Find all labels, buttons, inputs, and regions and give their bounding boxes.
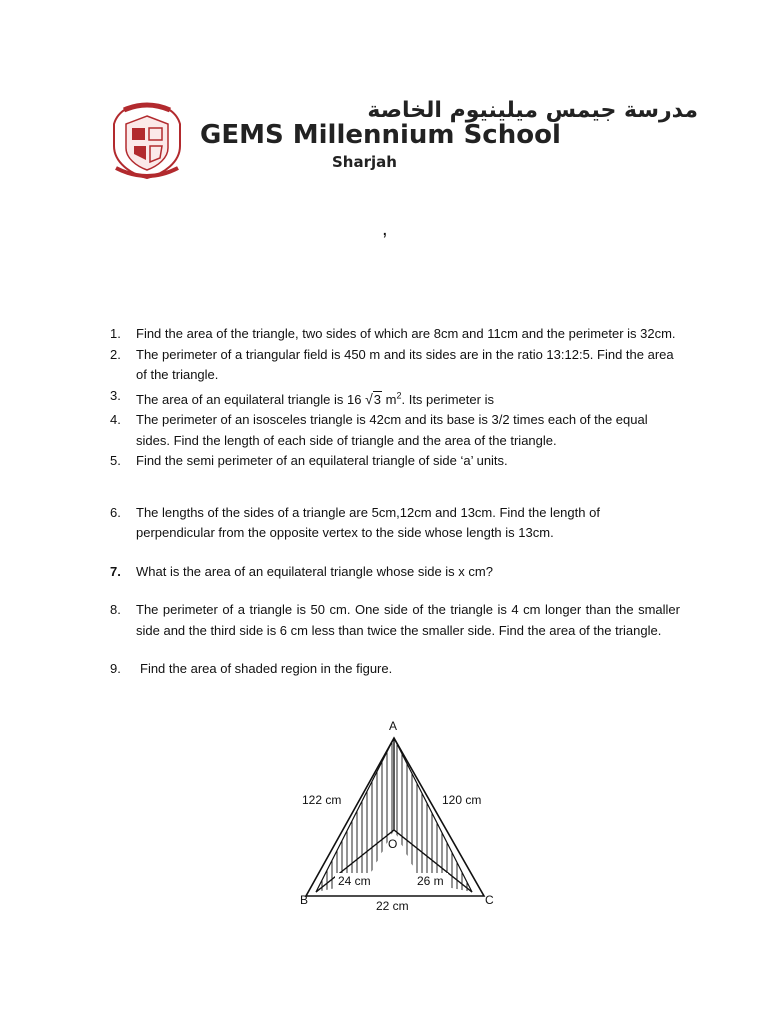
school-name-arabic: مدرسة جيمس ميلينيوم الخاصة: [367, 98, 698, 123]
question-item: [110, 600, 680, 641]
question-number: 9.: [110, 661, 121, 677]
question-text: Find the area of shaded region in the figure.: [140, 661, 393, 677]
question-text: The perimeter of an isosceles triangle is 42cm and its base is 3/2 times each of the equal sides. Find the length of each side of triangle and the area of the triangle.: [136, 412, 648, 448]
question-item: [110, 659, 680, 680]
vertex-a-label: A: [389, 719, 398, 733]
question-number: 8.: [110, 602, 121, 618]
question-item: [110, 503, 680, 544]
question-text: What is the area of an equilateral triangle whose side is x cm?: [136, 563, 493, 579]
question-item: [110, 410, 680, 451]
question-number: 7.: [110, 563, 121, 579]
vertex-o-label: O: [388, 837, 398, 851]
question-number: 5.: [110, 453, 121, 469]
square-root: √3: [365, 390, 382, 407]
question-text: The lengths of the sides of a triangle are 5cm,12cm and 13cm. Find the length of perpendicular from the opposite vertex to the side whose length is 13cm.: [136, 504, 600, 541]
side-bc-label: 22 cm: [376, 899, 409, 913]
question-item: [110, 345, 680, 386]
school-city: Sharjah: [332, 153, 397, 171]
school-header: [110, 98, 710, 188]
segment-oc-label: 26 m: [417, 874, 444, 888]
segment-ob-label: 24 cm: [338, 874, 371, 888]
question-text: Find the area of the triangle, two sides of which are 8cm and 11cm and the perimeter is 32cm.: [136, 326, 676, 341]
stray-comma: ,: [382, 218, 388, 240]
question-item: [110, 562, 680, 583]
vertex-c-label: C: [485, 893, 494, 907]
question-item: [110, 324, 680, 345]
school-name: GEMS Millennium School: [200, 120, 561, 150]
question-text: Find the semi perimeter of an equilateral triangle of side ‘a’ units.: [136, 453, 508, 469]
inner-lines: [316, 738, 472, 892]
question-list: [110, 324, 680, 680]
question-number: 3.: [110, 387, 121, 403]
school-crest-logo: [110, 102, 184, 180]
question-item: [110, 386, 680, 411]
question-number: 2.: [110, 346, 121, 362]
question-text: The perimeter of a triangle is 50 cm. One side of the triangle is 4 cm longer than the smaller side and the third side is 6 cm less than twice the smaller side. Find the area of the triangle.: [136, 602, 680, 638]
question-number: 6.: [110, 504, 121, 520]
vertex-b-label: B: [300, 893, 309, 907]
question-number: 1.: [110, 326, 121, 341]
question-text: The perimeter of a triangular field is 450 m and its sides are in the ratio 13:12:5. Find the area of the triangle.: [136, 346, 674, 382]
triangle-figure: [290, 716, 510, 916]
question-item: [110, 451, 680, 472]
side-ab-label: 122 cm: [302, 793, 342, 807]
side-ac-label: 120 cm: [442, 793, 482, 807]
question-text: The area of an equilateral triangle is 16 √3 $m^2$. Its perimeter is: [136, 392, 494, 407]
question-number: 4.: [110, 412, 121, 428]
